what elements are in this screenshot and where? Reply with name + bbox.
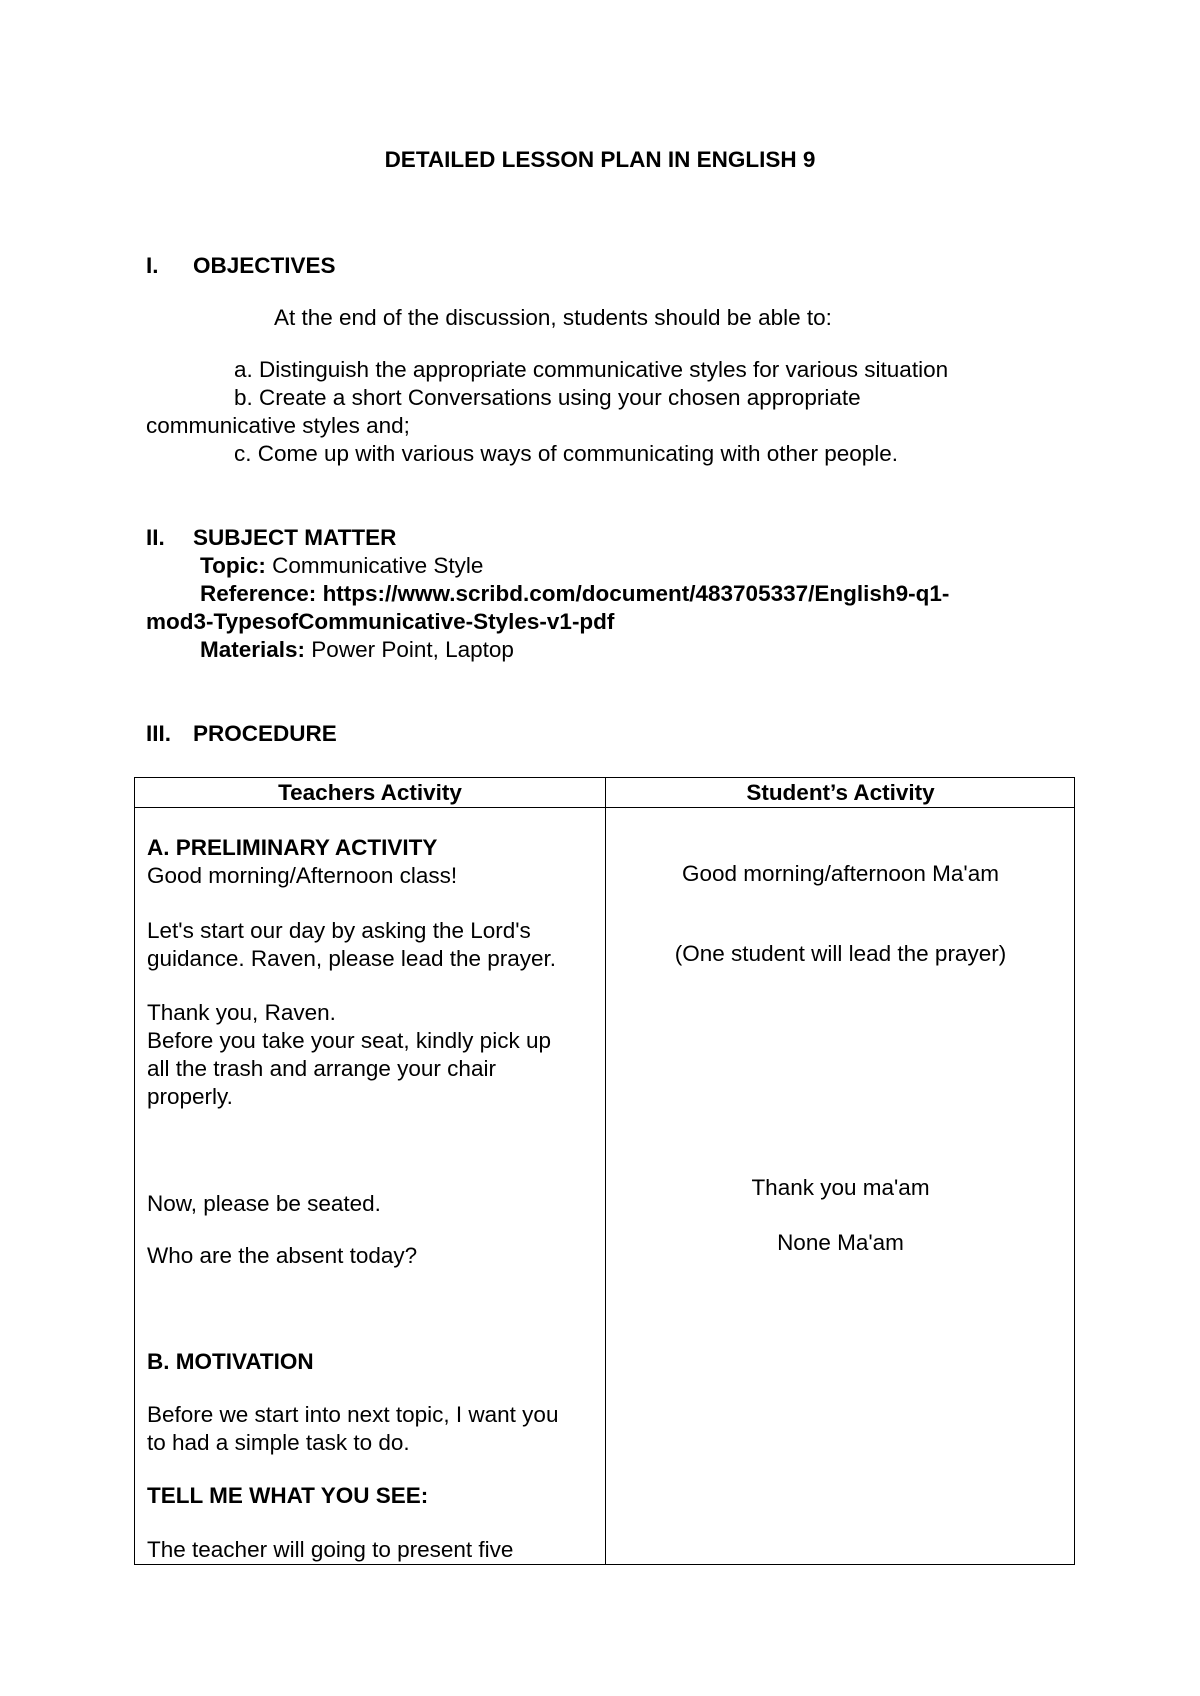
preliminary-activity-heading: A. PRELIMINARY ACTIVITY — [147, 835, 438, 860]
objective-item-c: c. Come up with various ways of communicating with other people. — [234, 441, 899, 466]
student-prayer-reply: (One student will lead the prayer) — [674, 941, 1007, 966]
topic-line — [200, 552, 483, 580]
teacher-trash-line1: Before you take your seat, kindly pick up — [147, 1028, 551, 1053]
materials-value: Power Point, Laptop — [305, 637, 514, 662]
objective-item-b: b. Create a short Conversations using your chosen appropriate — [234, 385, 861, 410]
teacher-greeting: Good morning/Afternoon class! — [147, 863, 458, 888]
procedure-table — [134, 777, 1075, 1565]
objectives-title: OBJECTIVES — [193, 253, 336, 278]
student-greeting-reply: Good morning/afternoon Ma'am — [682, 861, 999, 886]
reference-line — [200, 580, 949, 608]
teacher-trash-line3: properly. — [147, 1084, 233, 1109]
teacher-thanks: Thank you, Raven. — [147, 1000, 336, 1025]
student-thanks-reply: Thank you ma'am — [751, 1175, 930, 1200]
subject-matter-number: II. — [146, 525, 165, 550]
teacher-prayer-line2: guidance. Raven, please lead the prayer. — [147, 946, 557, 971]
procedure-number: III. — [146, 721, 172, 746]
tell-me-heading: TELL ME WHAT YOU SEE: — [147, 1483, 429, 1508]
procedure-title: PROCEDURE — [193, 721, 337, 746]
topic-label: Topic: — [200, 553, 266, 578]
motivation-line2: to had a simple task to do. — [147, 1430, 410, 1455]
objective-item-a: a. Distinguish the appropriate communicative styles for various situation — [234, 357, 949, 382]
subject-matter-title: SUBJECT MATTER — [193, 525, 397, 550]
objectives-heading — [146, 252, 336, 280]
teacher-trash-line2: all the trash and arrange your chair — [147, 1056, 496, 1081]
teacher-present-line: The teacher will going to present five — [147, 1537, 514, 1562]
document-title: DETAILED LESSON PLAN IN ENGLISH 9 — [384, 147, 816, 172]
motivation-line1: Before we start into next topic, I want you — [147, 1402, 559, 1427]
reference-link-continued[interactable]: mod3-TypesofCommunicative-Styles-v1-pdf — [146, 609, 615, 634]
objectives-intro: At the end of the discussion, students should be able to: — [274, 305, 832, 330]
student-absent-reply: None Ma'am — [777, 1230, 904, 1255]
reference-label: Reference: — [200, 581, 323, 606]
topic-value: Communicative Style — [265, 553, 484, 578]
column-divider — [605, 778, 606, 1564]
motivation-heading: B. MOTIVATION — [147, 1349, 314, 1374]
objective-item-b-continued: communicative styles and; — [146, 413, 410, 438]
reference-link[interactable]: https://www.scribd.com/document/483705337/English9-q1- — [322, 581, 950, 606]
student-column-header: Student’s Activity — [746, 780, 935, 805]
subject-matter-heading — [146, 524, 396, 552]
procedure-heading — [146, 720, 337, 748]
header-divider — [135, 807, 1074, 808]
materials-label: Materials: — [200, 637, 306, 662]
teacher-seated: Now, please be seated. — [147, 1191, 381, 1216]
teacher-prayer-line1: Let's start our day by asking the Lord's — [147, 918, 531, 943]
teacher-column-header: Teachers Activity — [278, 780, 462, 805]
materials-line — [200, 636, 514, 664]
teacher-absent-question: Who are the absent today? — [147, 1243, 418, 1268]
objectives-number: I. — [146, 253, 159, 278]
